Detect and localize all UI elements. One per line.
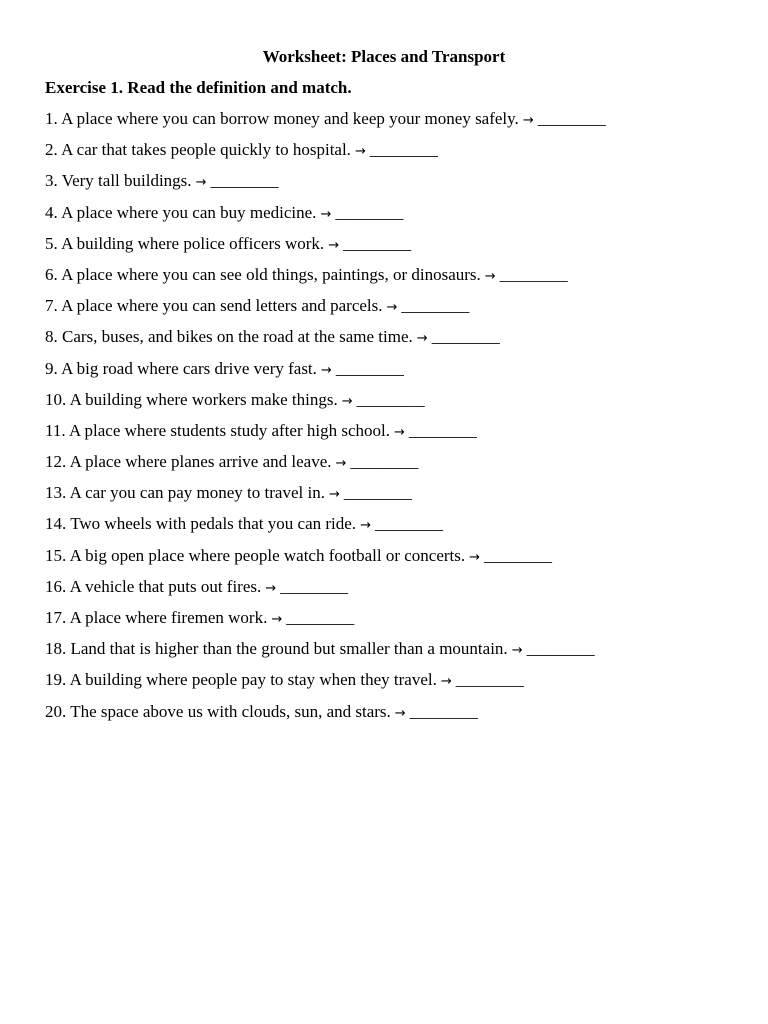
definition-item [45,577,745,608]
item-text: Cars, buses, and bikes on the road at the same time. [62,327,413,347]
answer-blank: ________ [455,670,524,690]
arrow-icon: → [484,268,496,284]
item-number: 7. [45,296,58,316]
answer-blank: ________ [280,576,349,596]
answer-blank: ________ [409,701,478,721]
arrow-icon: → [341,393,353,409]
arrow-icon: → [320,206,332,222]
answer-blank: ________ [335,202,404,222]
item-number: 17. [45,608,67,627]
item-number: 1. [45,109,58,128]
item-text: Very tall buildings. [61,171,192,191]
item-text: A building where people pay to stay when they travel. [69,670,437,690]
item-text: A big open place where people watch football or concerts. [69,545,466,565]
item-text: A place where you can send letters and parcels. [61,296,383,316]
item-number: 8. [45,327,58,347]
item-number: 5. [45,233,58,253]
arrow-icon: → [335,456,347,472]
arrow-icon: → [271,612,283,627]
item-text: A place where you can see old things, paintings, or dinosaurs. [61,264,481,284]
definition-item [45,702,745,733]
definition-list [45,109,745,733]
definition-item [45,421,745,452]
item-number: 6. [45,264,58,284]
arrow-icon: → [386,300,398,316]
definition-item [45,608,745,639]
arrow-icon: → [360,518,371,534]
definition-item [45,203,745,234]
arrow-icon: → [440,674,452,690]
item-number: 16. [45,576,67,596]
arrow-icon: → [511,643,523,659]
arrow-icon: → [320,362,332,378]
definition-item [45,359,745,390]
item-text: A place where students study after high school. [68,420,390,440]
answer-blank: ________ [343,483,412,503]
answer-blank: ________ [369,140,438,160]
answer-blank: ________ [335,358,404,378]
item-number: 11. [45,420,66,440]
definition-item [45,670,745,701]
definition-item [45,140,745,171]
answer-blank: ________ [210,171,279,191]
answer-blank: ________ [431,327,500,347]
definition-item [45,452,745,483]
item-number: 20. [45,701,67,721]
item-text: A place where firemen work. [69,608,268,627]
item-text: The space above us with clouds, sun, and stars. [70,701,391,721]
definition-item [45,639,745,670]
arrow-icon: → [522,113,534,128]
item-text: A place where you can borrow money and keep your money safely. [61,109,519,128]
item-text: A car you can pay money to travel in. [69,483,325,503]
item-number: 18. [45,639,67,659]
item-number: 14. [45,514,67,534]
arrow-icon: → [393,424,405,440]
definition-item [45,109,745,140]
answer-blank: ________ [499,264,568,284]
item-text: A place where planes arrive and leave. [69,452,332,472]
item-text: A car that takes people quickly to hospital. [61,140,351,160]
item-number: 9. [45,358,58,378]
item-number: 15. [45,545,67,565]
arrow-icon: → [328,237,340,253]
answer-blank: ________ [350,452,419,472]
item-text: Two wheels with pedals that you can ride. [70,514,357,534]
arrow-icon: → [416,331,428,347]
answer-blank: ________ [401,296,470,316]
definition-item [45,546,745,577]
answer-blank: ________ [484,545,553,565]
definition-item [45,265,745,296]
arrow-icon: → [469,549,481,565]
definition-item [45,514,745,545]
definition-item [45,327,745,358]
answer-blank: ________ [374,514,443,534]
item-text: A building where police officers work. [61,233,325,253]
answer-blank: ________ [537,109,606,128]
item-text: A place where you can buy medicine. [61,202,317,222]
arrow-icon: → [195,175,207,191]
definition-item [45,296,745,327]
arrow-icon: → [328,487,340,503]
item-text: A vehicle that puts out fires. [69,576,262,596]
answer-blank: ________ [408,420,477,440]
arrow-icon: → [265,580,277,596]
definition-item [45,171,745,202]
answer-blank: ________ [343,233,412,253]
definition-item [45,234,745,265]
answer-blank: ________ [286,608,355,627]
answer-blank: ________ [526,639,595,659]
item-text: A building where workers make things. [69,389,338,409]
item-number: 10. [45,389,67,409]
arrow-icon: → [354,144,366,160]
exercise-heading: Exercise 1. Read the definition and match. [45,78,352,97]
definition-item [45,483,745,514]
item-number: 4. [45,202,58,222]
item-number: 3. [45,171,58,191]
answer-blank: ________ [356,389,425,409]
item-text: Land that is higher than the ground but smaller than a mountain. [70,639,508,659]
arrow-icon: → [394,705,406,721]
item-number: 13. [45,483,67,503]
worksheet-title: Worksheet: Places and Transport [262,47,506,66]
item-number: 2. [45,140,58,160]
item-text: A big road where cars drive very fast. [61,358,317,378]
definition-item [45,390,745,421]
item-number: 12. [45,452,67,472]
item-number: 19. [45,670,67,690]
